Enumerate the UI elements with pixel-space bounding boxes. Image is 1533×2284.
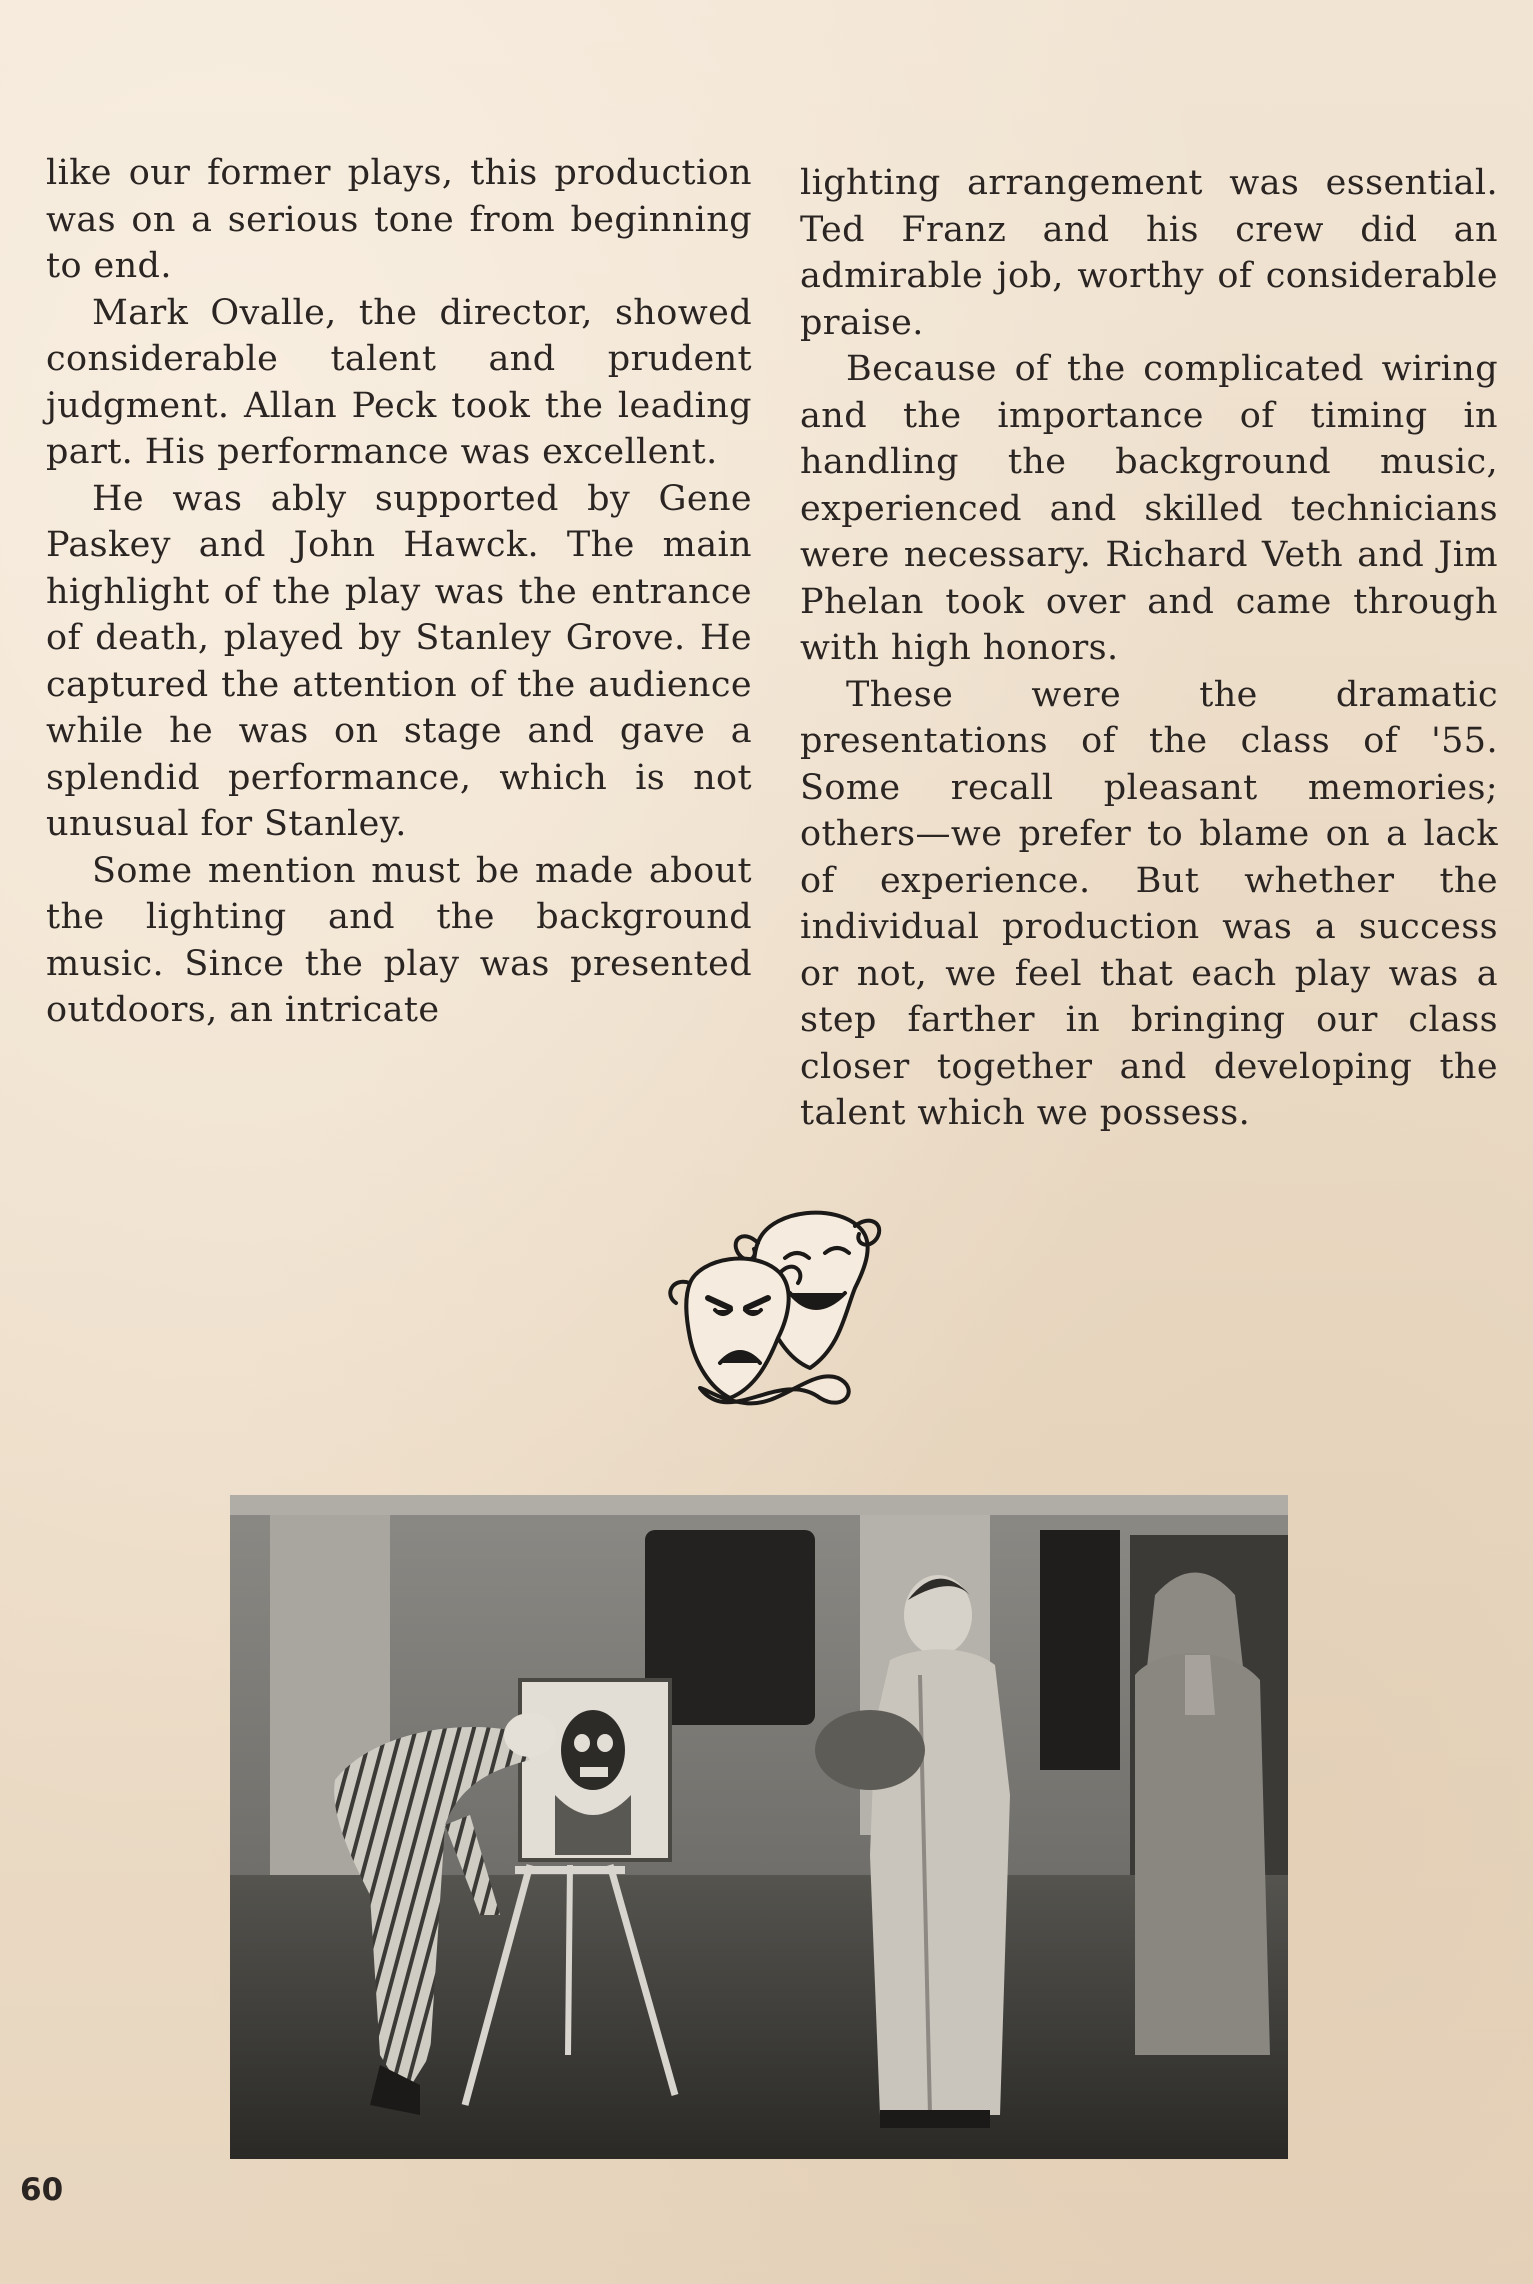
- left-paragraph-2: Mark Ovalle, the director, showed considerable talent and prudent judgment. Allan Peck took the leading part. His performance was excellent.: [46, 292, 752, 472]
- page-number: 60: [20, 2172, 64, 2208]
- left-paragraph-1: like our former plays, this production was on a serious tone from beginning to end.: [46, 153, 752, 286]
- play-scene-photo: [230, 1495, 1288, 2159]
- right-text-column: [800, 160, 1498, 1137]
- left-paragraph-3: He was ably supported by Gene Paskey and John Hawck. The main highlight of the play was the entrance of death, played by Stanley Grove. He captured the attention of the audience while he was on stage and gave a splendid performance, which is not unusual for Stanley.: [46, 478, 752, 844]
- left-text-column: [46, 150, 752, 1034]
- theatre-masks-icon: [660, 1198, 890, 1428]
- left-paragraph-4: Some mention must be made about the lighting and the background music. Since the play was presented outdoors, an intricate: [46, 850, 752, 1030]
- right-paragraph-1: lighting arrangement was essential. Ted Franz and his crew did an admirable job, worthy of considerable praise.: [800, 163, 1498, 343]
- right-paragraph-3: These were the dramatic presentations of the class of '55. Some recall pleasant memories; others—we prefer to blame on a lack of experience. But whether the individual production was a success or not, we feel that each play was a step farther in bringing our class closer together and developing the talent which we possess.: [800, 674, 1498, 1133]
- right-paragraph-2: Because of the complicated wiring and the importance of timing in handling the background music, experienced and skilled technicians were necessary. Richard Veth and Jim Phelan took over and came through with high honors.: [800, 349, 1498, 668]
